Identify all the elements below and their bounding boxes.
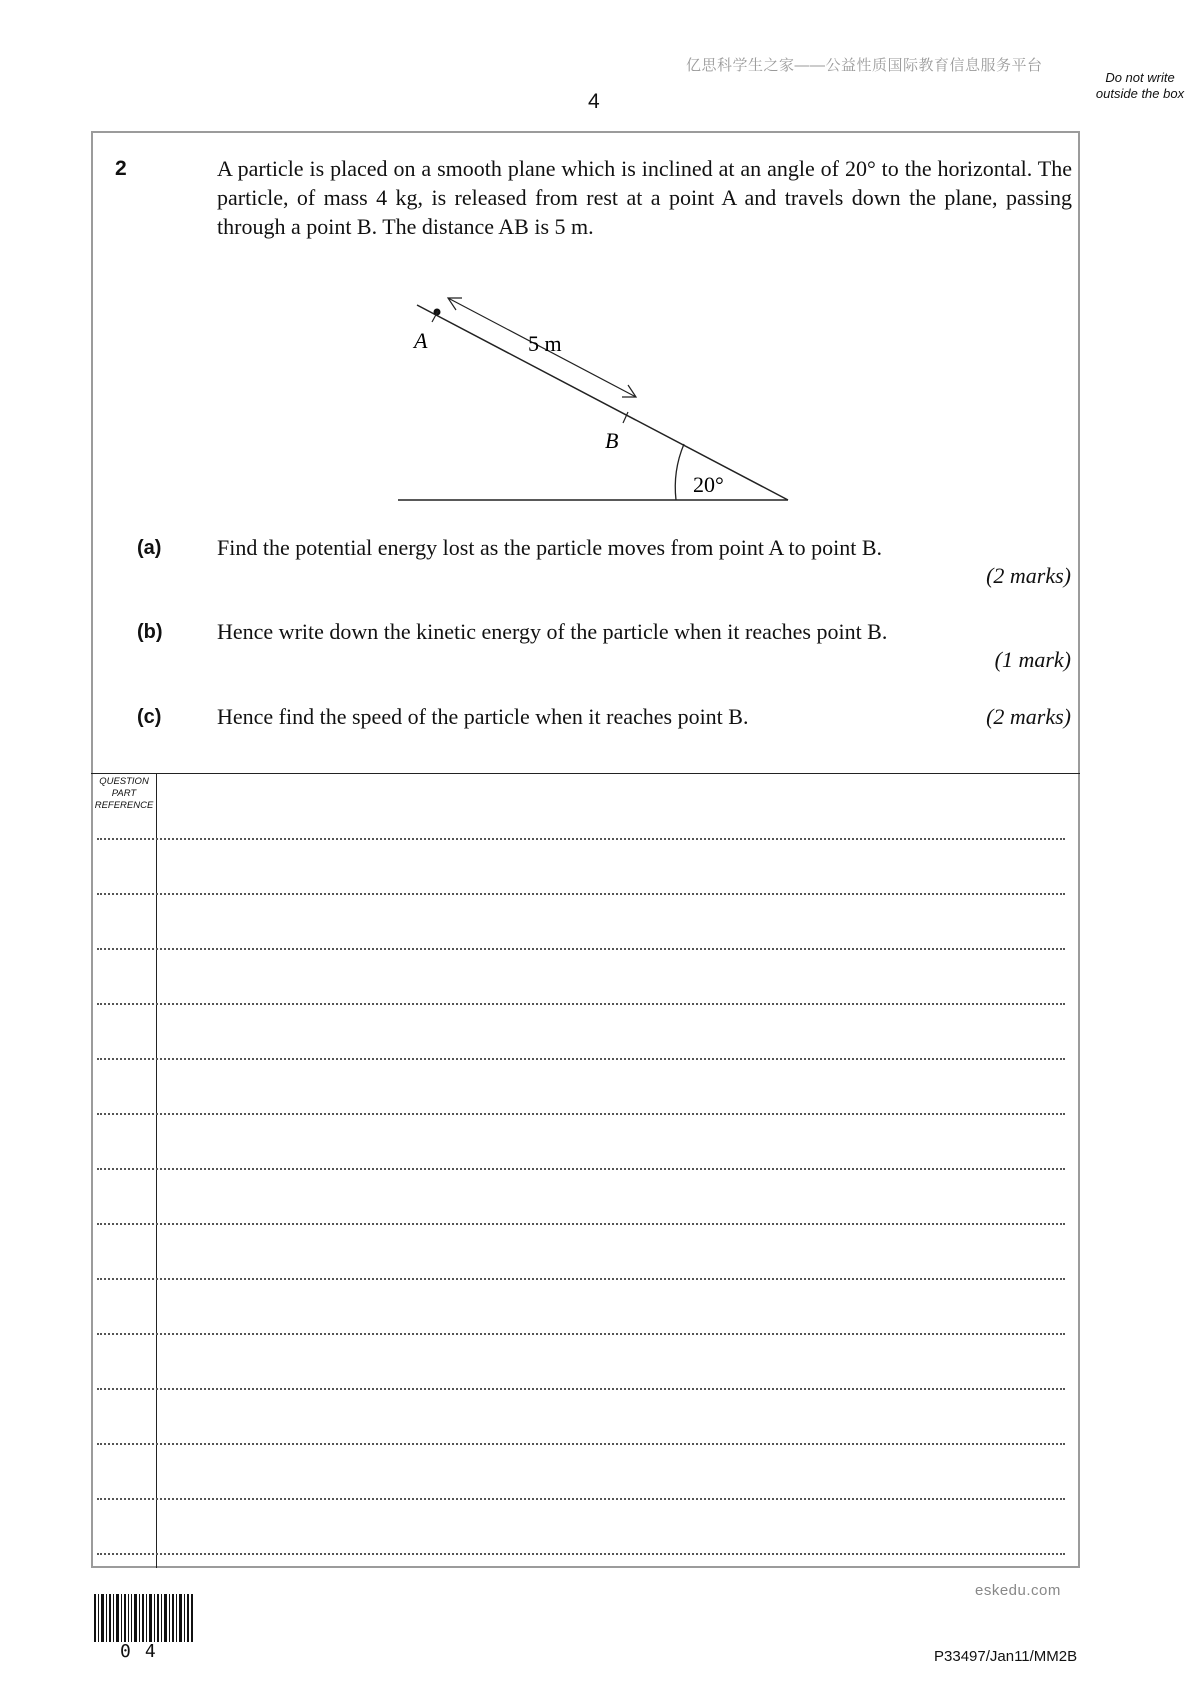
answer-line[interactable] xyxy=(97,1223,1065,1225)
answer-line[interactable] xyxy=(97,1278,1065,1280)
footer-site: eskedu.com xyxy=(975,1582,1061,1599)
angle-label: 20° xyxy=(693,472,724,497)
label-b: B xyxy=(605,428,619,453)
answer-line[interactable] xyxy=(97,1168,1065,1170)
question-part-reference-label: QUESTION PART REFERENCE xyxy=(94,776,154,811)
distance-label: 5 m xyxy=(528,331,562,356)
barcode-number: 04 xyxy=(120,1641,170,1662)
answer-line[interactable] xyxy=(97,893,1065,895)
paper-reference: P33497/Jan11/MM2B xyxy=(934,1648,1078,1665)
answer-area-divider xyxy=(91,773,1080,774)
answer-line[interactable] xyxy=(97,1113,1065,1115)
part-a-marks: (2 marks) xyxy=(986,563,1071,588)
answer-line[interactable] xyxy=(97,838,1065,840)
question-text: A particle is placed on a smooth plane which is inclined at an angle of 20° to the horizontal. The particle, of mass 4 kg, is released from rest at a point A and travels down the plane, passing through a point B. The distance AB is 5 m. xyxy=(217,156,1072,239)
inclined-plane-line xyxy=(417,305,788,500)
question-number: 2 xyxy=(115,157,127,180)
part-b-label: (b) xyxy=(137,621,163,643)
part-a-label: (a) xyxy=(137,537,162,559)
answer-line[interactable] xyxy=(97,1058,1065,1060)
angle-arc xyxy=(675,444,684,500)
page-number: 4 xyxy=(588,90,600,113)
part-b-marks: (1 mark) xyxy=(994,647,1071,672)
answer-line[interactable] xyxy=(97,1388,1065,1390)
part-c-text: Hence find the speed of the particle when it reaches point B. xyxy=(217,704,749,729)
part-c-marks: (2 marks) xyxy=(986,704,1071,729)
barcode-image xyxy=(94,1594,194,1642)
answer-line[interactable] xyxy=(97,1443,1065,1445)
watermark-text: 亿思科学生之家——公益性质国际教育信息服务平台 xyxy=(686,57,1043,74)
answer-line[interactable] xyxy=(97,1333,1065,1335)
answer-line[interactable] xyxy=(97,1553,1065,1555)
margin-note: Do not write outside the box xyxy=(1095,70,1185,101)
part-b-text: Hence write down the kinetic energy of the particle when it reaches point B. xyxy=(217,619,888,644)
answer-line[interactable] xyxy=(97,948,1065,950)
answer-line[interactable] xyxy=(97,1498,1065,1500)
part-c-label: (c) xyxy=(137,706,162,728)
part-a-text: Find the potential energy lost as the particle moves from point A to point B. xyxy=(217,535,883,560)
label-a: A xyxy=(414,328,428,353)
answer-line[interactable] xyxy=(97,1003,1065,1005)
